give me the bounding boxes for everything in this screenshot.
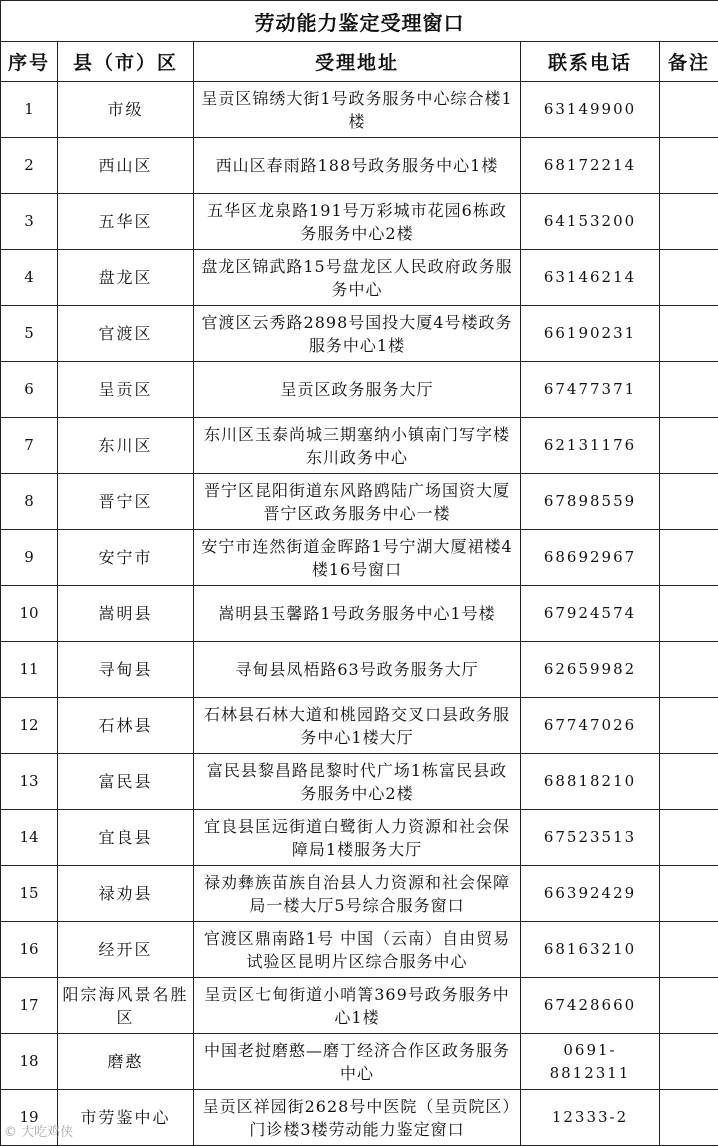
- cell-seq: 17: [1, 978, 58, 1034]
- table-row: [1, 474, 718, 530]
- cell-note: [660, 362, 718, 418]
- cell-district: 官渡区: [58, 306, 194, 362]
- table-row: [1, 1034, 718, 1090]
- cell-address: 东川区玉泰尚城三期塞纳小镇南门写字楼东川政务中心: [194, 418, 521, 474]
- cell-address: 五华区龙泉路191号万彩城市花园6栋政务服务中心2楼: [194, 194, 521, 250]
- table-body: [1, 82, 718, 1146]
- table-row: [1, 138, 718, 194]
- cell-phone: 63146214: [521, 250, 660, 306]
- cell-note: [660, 250, 718, 306]
- cell-phone: 62131176: [521, 418, 660, 474]
- cell-note: [660, 138, 718, 194]
- cell-note: [660, 698, 718, 754]
- cell-seq: 14: [1, 810, 58, 866]
- cell-phone: 67523513: [521, 810, 660, 866]
- table-row: [1, 586, 718, 642]
- header-district: 县（市）区: [58, 42, 194, 82]
- cell-address: 呈贡区政务服务大厅: [194, 362, 521, 418]
- cell-seq: 15: [1, 866, 58, 922]
- table-title: 劳动能力鉴定受理窗口: [1, 1, 718, 42]
- cell-address: 西山区春雨路188号政务服务中心1楼: [194, 138, 521, 194]
- cell-seq: 11: [1, 642, 58, 698]
- cell-address: 中国老挝磨憨—磨丁经济合作区政务服务中心: [194, 1034, 521, 1090]
- cell-phone: 67747026: [521, 698, 660, 754]
- cell-district: 禄劝县: [58, 866, 194, 922]
- cell-seq: 9: [1, 530, 58, 586]
- cell-phone: 68818210: [521, 754, 660, 810]
- header-row: [1, 42, 718, 82]
- cell-district: 嵩明县: [58, 586, 194, 642]
- table-row: [1, 362, 718, 418]
- cell-note: [660, 1034, 718, 1090]
- cell-address: 晋宁区昆阳街道东风路鸥陆广场国资大厦晋宁区政务服务中心一楼: [194, 474, 521, 530]
- cell-district: 磨憨: [58, 1034, 194, 1090]
- table-row: [1, 754, 718, 810]
- table-row: [1, 250, 718, 306]
- cell-district: 经开区: [58, 922, 194, 978]
- cell-phone: 0691-8812311: [521, 1034, 660, 1090]
- table-row: [1, 922, 718, 978]
- cell-seq: 7: [1, 418, 58, 474]
- cell-address: 嵩明县玉馨路1号政务服务中心1号楼: [194, 586, 521, 642]
- cell-district: 市级: [58, 82, 194, 138]
- cell-address: 盘龙区锦武路15号盘龙区人民政府政务服务中心: [194, 250, 521, 306]
- cell-address: 呈贡区七甸街道小哨箐369号政务服务中心1楼: [194, 978, 521, 1034]
- cell-note: [660, 474, 718, 530]
- watermark: © 大吃鸡侠: [4, 1125, 74, 1140]
- table-row: [1, 418, 718, 474]
- cell-address: 寻甸县凤梧路63号政务服务大厅: [194, 642, 521, 698]
- cell-note: [660, 82, 718, 138]
- cell-phone: 66392429: [521, 866, 660, 922]
- cell-phone: 67477371: [521, 362, 660, 418]
- cell-district: 富民县: [58, 754, 194, 810]
- table-row: [1, 698, 718, 754]
- cell-seq: 10: [1, 586, 58, 642]
- cell-district: 阳宗海风景名胜区: [58, 978, 194, 1034]
- cell-address: 石林县石林大道和桃园路交叉口县政务服务中心1楼大厅: [194, 698, 521, 754]
- cell-note: [660, 810, 718, 866]
- cell-address: 富民县黎昌路昆黎时代广场1栋富民县政务服务中心2楼: [194, 754, 521, 810]
- cell-phone: 67898559: [521, 474, 660, 530]
- cell-seq: 4: [1, 250, 58, 306]
- cell-seq: 5: [1, 306, 58, 362]
- cell-address: 宜良县匡远街道白鹭街人力资源和社会保障局1楼服务大厅: [194, 810, 521, 866]
- cell-seq: 2: [1, 138, 58, 194]
- cell-district: 东川区: [58, 418, 194, 474]
- cell-district: 西山区: [58, 138, 194, 194]
- cell-phone: 66190231: [521, 306, 660, 362]
- cell-note: [660, 306, 718, 362]
- cell-phone: 68172214: [521, 138, 660, 194]
- header-seq: 序号: [1, 42, 58, 82]
- table-row: [1, 82, 718, 138]
- cell-phone: 68692967: [521, 530, 660, 586]
- cell-note: [660, 866, 718, 922]
- header-address: 受理地址: [194, 42, 521, 82]
- cell-note: [660, 642, 718, 698]
- table-row: [1, 810, 718, 866]
- cell-phone: 67924574: [521, 586, 660, 642]
- cell-district: 晋宁区: [58, 474, 194, 530]
- cell-note: [660, 194, 718, 250]
- cell-seq: 19: [1, 1090, 58, 1146]
- cell-district: 宜良县: [58, 810, 194, 866]
- cell-district: 寻甸县: [58, 642, 194, 698]
- cell-note: [660, 1090, 718, 1146]
- cell-seq: 8: [1, 474, 58, 530]
- cell-address: 安宁市连然街道金晖路1号宁湖大厦裙楼4楼16号窗口: [194, 530, 521, 586]
- cell-district: 呈贡区: [58, 362, 194, 418]
- cell-phone: 12333-2: [521, 1090, 660, 1146]
- cell-phone: 64153200: [521, 194, 660, 250]
- table-row: [1, 530, 718, 586]
- cell-seq: 16: [1, 922, 58, 978]
- cell-seq: 13: [1, 754, 58, 810]
- cell-address: 禄劝彝族苗族自治县人力资源和社会保障局一楼大厅5号综合服务窗口: [194, 866, 521, 922]
- cell-note: [660, 922, 718, 978]
- cell-district: 安宁市: [58, 530, 194, 586]
- cell-address: 呈贡区锦绣大街1号政务服务中心综合楼1楼: [194, 82, 521, 138]
- cell-phone: 62659982: [521, 642, 660, 698]
- cell-district: 市劳鉴中心: [58, 1090, 194, 1146]
- cell-address: 呈贡区祥园街2628号中医院（呈贡院区）门诊楼3楼劳动能力鉴定窗口: [194, 1090, 521, 1146]
- table-row: [1, 194, 718, 250]
- cell-seq: 18: [1, 1034, 58, 1090]
- cell-phone: 67428660: [521, 978, 660, 1034]
- header-note: 备注: [660, 42, 718, 82]
- table-row: [1, 866, 718, 922]
- cell-note: [660, 586, 718, 642]
- cell-phone: 63149900: [521, 82, 660, 138]
- table-row: [1, 642, 718, 698]
- header-phone: 联系电话: [521, 42, 660, 82]
- cell-note: [660, 418, 718, 474]
- cell-seq: 12: [1, 698, 58, 754]
- table-row: [1, 1090, 718, 1146]
- cell-note: [660, 978, 718, 1034]
- cell-address: 官渡区云秀路2898号国投大厦4号楼政务服务中心1楼: [194, 306, 521, 362]
- cell-address: 官渡区鼎南路1号 中国（云南）自由贸易试验区昆明片区综合服务中心: [194, 922, 521, 978]
- cell-note: [660, 530, 718, 586]
- cell-phone: 68163210: [521, 922, 660, 978]
- cell-seq: 6: [1, 362, 58, 418]
- cell-district: 盘龙区: [58, 250, 194, 306]
- cell-district: 石林县: [58, 698, 194, 754]
- cell-note: [660, 754, 718, 810]
- cell-seq: 3: [1, 194, 58, 250]
- table-row: [1, 978, 718, 1034]
- table-row: [1, 306, 718, 362]
- cell-district: 五华区: [58, 194, 194, 250]
- cell-seq: 1: [1, 82, 58, 138]
